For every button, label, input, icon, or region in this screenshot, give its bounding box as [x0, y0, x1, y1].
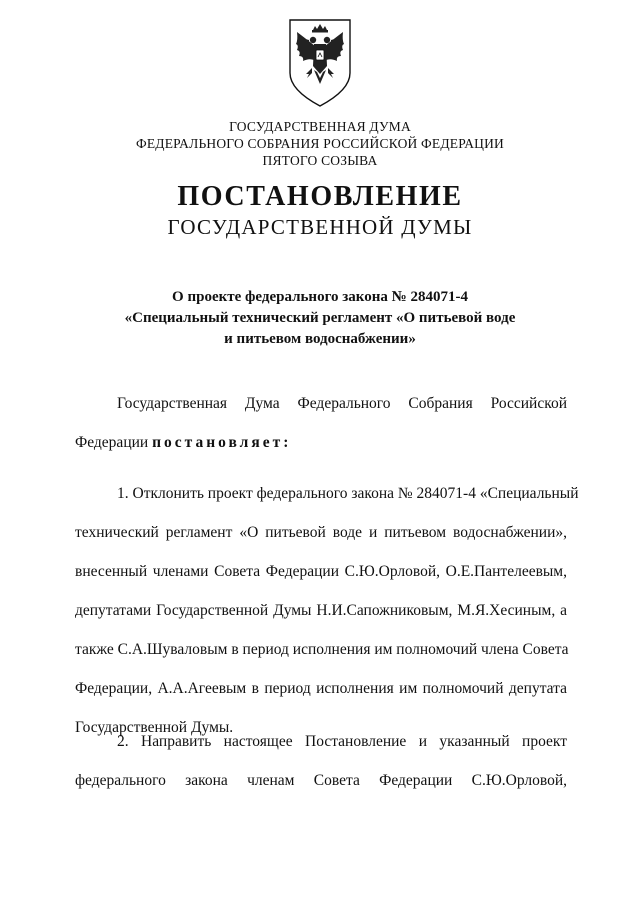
item-2-line: федерального закона членам Совета Федерации С.Ю.Орловой, — [75, 772, 567, 789]
resolution-subject — [0, 287, 640, 350]
org-line-state-duma: ГОСУДАРСТВЕННАЯ ДУМА — [229, 119, 411, 134]
resolves-emphasis: постановляет: — [152, 434, 292, 451]
org-line-federal-assembly: ФЕДЕРАЛЬНОГО СОБРАНИЯ РОССИЙСКОЙ ФЕДЕРАЦИИ — [136, 136, 504, 151]
item-1-line: депутатами Государственной Думы Н.И.Сапожниковым, М.Я.Хесиным, а — [75, 602, 567, 619]
subject-line: и питьевом водоснабжении» — [224, 331, 416, 347]
item-1-line: технический регламент «О питьевой воде и питьевом водоснабжении», — [75, 524, 567, 541]
item-1-line: Федерации, А.А.Агеевым в период исполнения им полномочий депутата — [75, 680, 567, 697]
item-1-line: 1. Отклонить проект федерального закона № 284071-4 «Специальный — [117, 485, 579, 502]
preamble-line: Государственная Дума Федерального Собрания Российской — [117, 395, 567, 412]
coat-of-arms-emblem — [287, 18, 353, 108]
organization-header — [0, 118, 640, 169]
subject-line: «Специальный технический регламент «О питьевой воде — [124, 310, 516, 326]
preamble-line — [75, 434, 567, 473]
item-1-paragraph — [75, 485, 579, 758]
item-1-line: Государственной Думы. — [75, 719, 234, 736]
subject-line: О проекте федерального закона № 284071-4 — [172, 289, 468, 305]
preamble-text: Федерации — [75, 434, 153, 451]
item-2-line: 2. Направить настоящее Постановление и указанный проект — [117, 733, 567, 750]
item-1-line: внесенный членами Совета Федерации С.Ю.Орловой, О.Е.Пантелеевым, — [75, 563, 567, 580]
item-1-line: также С.А.Шуваловым в период исполнения им полномочий члена Совета — [75, 641, 569, 658]
document-type-subtitle: ГОСУДАРСТВЕННОЙ ДУМЫ — [167, 215, 473, 239]
org-line-convocation: ПЯТОГО СОЗЫВА — [262, 153, 378, 168]
preamble-paragraph — [75, 395, 567, 473]
document-type-title: ПОСТАНОВЛЕНИЕ — [177, 181, 463, 212]
item-2-paragraph — [75, 733, 567, 811]
